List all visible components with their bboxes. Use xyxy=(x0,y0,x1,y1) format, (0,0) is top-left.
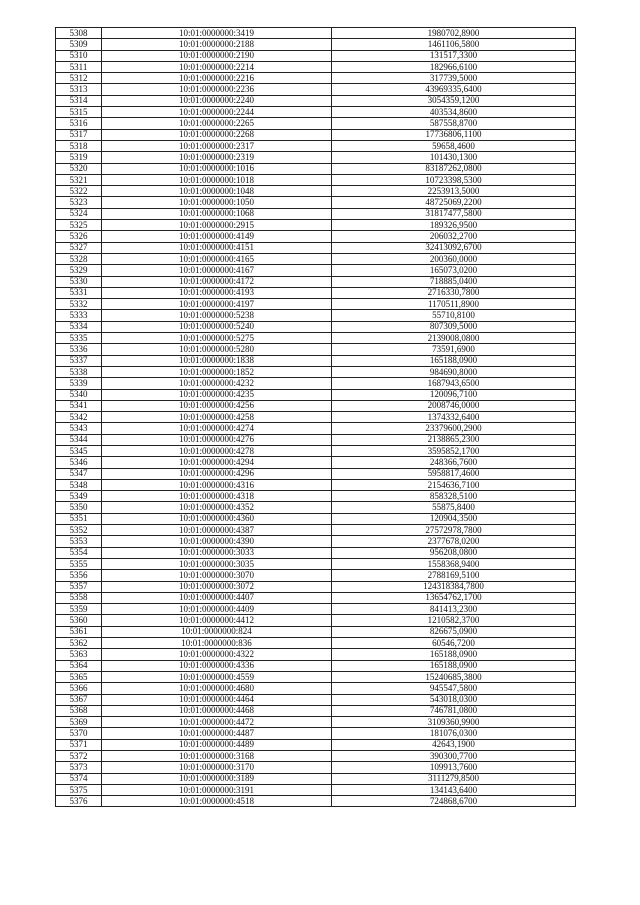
value-cell: 134143,6400 xyxy=(332,784,576,795)
value-cell: 2154636,7100 xyxy=(332,479,576,490)
table-row xyxy=(56,129,576,140)
cadastral-number-cell: 10:01:0000000:4294 xyxy=(102,457,332,468)
row-number-cell: 5369 xyxy=(56,717,102,728)
value-cell: 2138865,2300 xyxy=(332,434,576,445)
row-number-cell: 5308 xyxy=(56,28,102,39)
table-row xyxy=(56,739,576,750)
cadastral-number-cell: 10:01:0000000:2214 xyxy=(102,61,332,72)
cadastral-number-cell: 10:01:0000000:4193 xyxy=(102,287,332,298)
value-cell: 746781,0800 xyxy=(332,705,576,716)
table-row xyxy=(56,321,576,332)
cadastral-number-cell: 10:01:0000000:1068 xyxy=(102,208,332,219)
value-cell: 718885,0400 xyxy=(332,276,576,287)
row-number-cell: 5344 xyxy=(56,434,102,445)
cadastral-number-cell: 10:01:0000000:4316 xyxy=(102,479,332,490)
value-cell: 1210582,3700 xyxy=(332,615,576,626)
table-row xyxy=(56,310,576,321)
table-row xyxy=(56,717,576,728)
table-row xyxy=(56,73,576,84)
row-number-cell: 5351 xyxy=(56,513,102,524)
table-row xyxy=(56,366,576,377)
cadastral-number-cell: 10:01:0000000:4258 xyxy=(102,412,332,423)
table-row xyxy=(56,660,576,671)
cadastral-number-cell: 10:01:0000000:4149 xyxy=(102,231,332,242)
row-number-cell: 5365 xyxy=(56,671,102,682)
value-cell: 724868,6700 xyxy=(332,796,576,807)
table-row xyxy=(56,671,576,682)
row-number-cell: 5327 xyxy=(56,242,102,253)
cadastral-number-cell: 10:01:0000000:2317 xyxy=(102,140,332,151)
value-cell: 165188,0900 xyxy=(332,649,576,660)
table-row xyxy=(56,502,576,513)
cadastral-number-cell: 10:01:0000000:1048 xyxy=(102,186,332,197)
table-row xyxy=(56,163,576,174)
table-row xyxy=(56,491,576,502)
value-cell: 1687943,6500 xyxy=(332,378,576,389)
table-row xyxy=(56,705,576,716)
data-table xyxy=(55,27,576,807)
row-number-cell: 5313 xyxy=(56,84,102,95)
cadastral-number-cell: 10:01:0000000:1838 xyxy=(102,355,332,366)
row-number-cell: 5340 xyxy=(56,389,102,400)
value-cell: 189326,9500 xyxy=(332,220,576,231)
value-cell: 83187262,0800 xyxy=(332,163,576,174)
value-cell: 31817477,5800 xyxy=(332,208,576,219)
row-number-cell: 5334 xyxy=(56,321,102,332)
table-row xyxy=(56,694,576,705)
value-cell: 587558,8700 xyxy=(332,118,576,129)
table-row xyxy=(56,197,576,208)
value-cell: 120096,7100 xyxy=(332,389,576,400)
row-number-cell: 5336 xyxy=(56,344,102,355)
table-row xyxy=(56,751,576,762)
value-cell: 1980702,8900 xyxy=(332,28,576,39)
table-row xyxy=(56,50,576,61)
value-cell: 858328,5100 xyxy=(332,491,576,502)
row-number-cell: 5341 xyxy=(56,400,102,411)
row-number-cell: 5357 xyxy=(56,581,102,592)
table-row xyxy=(56,638,576,649)
table-row xyxy=(56,344,576,355)
row-number-cell: 5320 xyxy=(56,163,102,174)
row-number-cell: 5348 xyxy=(56,479,102,490)
table-row xyxy=(56,434,576,445)
cadastral-number-cell: 10:01:0000000:4407 xyxy=(102,592,332,603)
cadastral-number-cell: 10:01:0000000:3189 xyxy=(102,773,332,784)
cadastral-number-cell: 10:01:0000000:4489 xyxy=(102,739,332,750)
row-number-cell: 5352 xyxy=(56,525,102,536)
cadastral-number-cell: 10:01:0000000:4256 xyxy=(102,400,332,411)
value-cell: 200360,0000 xyxy=(332,253,576,264)
row-number-cell: 5343 xyxy=(56,423,102,434)
value-cell: 181076,0300 xyxy=(332,728,576,739)
table-row xyxy=(56,468,576,479)
table-row xyxy=(56,570,576,581)
cadastral-number-cell: 10:01:0000000:3419 xyxy=(102,28,332,39)
value-cell: 5958817,4600 xyxy=(332,468,576,479)
value-cell: 42643,1900 xyxy=(332,739,576,750)
cadastral-number-cell: 10:01:0000000:3191 xyxy=(102,784,332,795)
row-number-cell: 5315 xyxy=(56,107,102,118)
row-number-cell: 5356 xyxy=(56,570,102,581)
value-cell: 27572978,7800 xyxy=(332,525,576,536)
value-cell: 2377678,0200 xyxy=(332,536,576,547)
row-number-cell: 5311 xyxy=(56,61,102,72)
table-row xyxy=(56,604,576,615)
table-row xyxy=(56,649,576,660)
row-number-cell: 5338 xyxy=(56,366,102,377)
value-cell: 17736806,1100 xyxy=(332,129,576,140)
row-number-cell: 5362 xyxy=(56,638,102,649)
cadastral-number-cell: 10:01:0000000:4165 xyxy=(102,253,332,264)
cadastral-number-cell: 10:01:0000000:4559 xyxy=(102,671,332,682)
value-cell: 59658,4600 xyxy=(332,140,576,151)
value-cell: 248366,7600 xyxy=(332,457,576,468)
cadastral-number-cell: 10:01:0000000:4487 xyxy=(102,728,332,739)
cadastral-number-cell: 10:01:0000000:5280 xyxy=(102,344,332,355)
row-number-cell: 5335 xyxy=(56,333,102,344)
row-number-cell: 5329 xyxy=(56,265,102,276)
table-row xyxy=(56,547,576,558)
cadastral-number-cell: 10:01:0000000:3035 xyxy=(102,558,332,569)
row-number-cell: 5333 xyxy=(56,310,102,321)
row-number-cell: 5371 xyxy=(56,739,102,750)
row-number-cell: 5347 xyxy=(56,468,102,479)
cadastral-number-cell: 10:01:0000000:4232 xyxy=(102,378,332,389)
row-number-cell: 5376 xyxy=(56,796,102,807)
table-row xyxy=(56,796,576,807)
table-row xyxy=(56,28,576,39)
cadastral-number-cell: 10:01:0000000:4518 xyxy=(102,796,332,807)
row-number-cell: 5330 xyxy=(56,276,102,287)
row-number-cell: 5353 xyxy=(56,536,102,547)
row-number-cell: 5316 xyxy=(56,118,102,129)
table-row xyxy=(56,95,576,106)
value-cell: 2716330,7800 xyxy=(332,287,576,298)
cadastral-number-cell: 10:01:0000000:2268 xyxy=(102,129,332,140)
table-row xyxy=(56,118,576,129)
table-row xyxy=(56,208,576,219)
table-row xyxy=(56,186,576,197)
row-number-cell: 5366 xyxy=(56,683,102,694)
value-cell: 3109360,9900 xyxy=(332,717,576,728)
value-cell: 984690,8000 xyxy=(332,366,576,377)
table-row xyxy=(56,84,576,95)
cadastral-number-cell: 10:01:0000000:4472 xyxy=(102,717,332,728)
row-number-cell: 5319 xyxy=(56,152,102,163)
cadastral-number-cell: 10:01:0000000:836 xyxy=(102,638,332,649)
cadastral-number-cell: 10:01:0000000:4197 xyxy=(102,299,332,310)
cadastral-number-cell: 10:01:0000000:1050 xyxy=(102,197,332,208)
table-row xyxy=(56,231,576,242)
cadastral-number-cell: 10:01:0000000:4151 xyxy=(102,242,332,253)
row-number-cell: 5326 xyxy=(56,231,102,242)
row-number-cell: 5355 xyxy=(56,558,102,569)
cadastral-number-cell: 10:01:0000000:2265 xyxy=(102,118,332,129)
cadastral-number-cell: 10:01:0000000:1852 xyxy=(102,366,332,377)
table-row xyxy=(56,333,576,344)
table-row xyxy=(56,683,576,694)
table-row xyxy=(56,400,576,411)
table-row xyxy=(56,355,576,366)
row-number-cell: 5342 xyxy=(56,412,102,423)
row-number-cell: 5323 xyxy=(56,197,102,208)
value-cell: 2008746,0000 xyxy=(332,400,576,411)
value-cell: 15240685,3800 xyxy=(332,671,576,682)
value-cell: 55875,8400 xyxy=(332,502,576,513)
value-cell: 60546,7200 xyxy=(332,638,576,649)
table-row xyxy=(56,773,576,784)
cadastral-number-cell: 10:01:0000000:2240 xyxy=(102,95,332,106)
value-cell: 403534,8600 xyxy=(332,107,576,118)
cadastral-number-cell: 10:01:0000000:4167 xyxy=(102,265,332,276)
table-row xyxy=(56,445,576,456)
row-number-cell: 5359 xyxy=(56,604,102,615)
table-row xyxy=(56,592,576,603)
value-cell: 1461106,5800 xyxy=(332,39,576,50)
row-number-cell: 5354 xyxy=(56,547,102,558)
value-cell: 124318384,7800 xyxy=(332,581,576,592)
row-number-cell: 5339 xyxy=(56,378,102,389)
table-row xyxy=(56,152,576,163)
cadastral-number-cell: 10:01:0000000:4322 xyxy=(102,649,332,660)
cadastral-number-cell: 10:01:0000000:4468 xyxy=(102,705,332,716)
row-number-cell: 5325 xyxy=(56,220,102,231)
row-number-cell: 5312 xyxy=(56,73,102,84)
value-cell: 23379600,2900 xyxy=(332,423,576,434)
row-number-cell: 5324 xyxy=(56,208,102,219)
value-cell: 945547,5800 xyxy=(332,683,576,694)
row-number-cell: 5318 xyxy=(56,140,102,151)
cadastral-number-cell: 10:01:0000000:2216 xyxy=(102,73,332,84)
cadastral-number-cell: 10:01:0000000:3170 xyxy=(102,762,332,773)
row-number-cell: 5361 xyxy=(56,626,102,637)
row-number-cell: 5346 xyxy=(56,457,102,468)
value-cell: 1374332,6400 xyxy=(332,412,576,423)
table-row xyxy=(56,299,576,310)
value-cell: 390300,7700 xyxy=(332,751,576,762)
table-row xyxy=(56,287,576,298)
cadastral-number-cell: 10:01:0000000:2915 xyxy=(102,220,332,231)
cadastral-number-cell: 10:01:0000000:4412 xyxy=(102,615,332,626)
cadastral-number-cell: 10:01:0000000:3168 xyxy=(102,751,332,762)
value-cell: 956208,0800 xyxy=(332,547,576,558)
row-number-cell: 5309 xyxy=(56,39,102,50)
table-row xyxy=(56,728,576,739)
cadastral-number-cell: 10:01:0000000:3033 xyxy=(102,547,332,558)
cadastral-number-cell: 10:01:0000000:4274 xyxy=(102,423,332,434)
value-cell: 165188,0900 xyxy=(332,660,576,671)
row-number-cell: 5350 xyxy=(56,502,102,513)
cadastral-number-cell: 10:01:0000000:4276 xyxy=(102,434,332,445)
row-number-cell: 5370 xyxy=(56,728,102,739)
value-cell: 3054359,1200 xyxy=(332,95,576,106)
value-cell: 13654762,1700 xyxy=(332,592,576,603)
cadastral-number-cell: 10:01:0000000:4680 xyxy=(102,683,332,694)
value-cell: 1170511,8900 xyxy=(332,299,576,310)
cadastral-number-cell: 10:01:0000000:1018 xyxy=(102,174,332,185)
row-number-cell: 5321 xyxy=(56,174,102,185)
table-row xyxy=(56,762,576,773)
cadastral-number-cell: 10:01:0000000:4352 xyxy=(102,502,332,513)
value-cell: 101430,1300 xyxy=(332,152,576,163)
table-row xyxy=(56,558,576,569)
table-row xyxy=(56,423,576,434)
cadastral-number-cell: 10:01:0000000:1016 xyxy=(102,163,332,174)
cadastral-number-cell: 10:01:0000000:4390 xyxy=(102,536,332,547)
value-cell: 10723398,5300 xyxy=(332,174,576,185)
cadastral-number-cell: 10:01:0000000:4464 xyxy=(102,694,332,705)
table-row xyxy=(56,174,576,185)
value-cell: 1558368,9400 xyxy=(332,558,576,569)
value-cell: 109913,7600 xyxy=(332,762,576,773)
value-cell: 807309,5000 xyxy=(332,321,576,332)
value-cell: 182966,6100 xyxy=(332,61,576,72)
cadastral-number-cell: 10:01:0000000:4360 xyxy=(102,513,332,524)
value-cell: 543018,0300 xyxy=(332,694,576,705)
row-number-cell: 5328 xyxy=(56,253,102,264)
cadastral-number-cell: 10:01:0000000:4409 xyxy=(102,604,332,615)
row-number-cell: 5368 xyxy=(56,705,102,716)
cadastral-number-cell: 10:01:0000000:5240 xyxy=(102,321,332,332)
cadastral-number-cell: 10:01:0000000:5275 xyxy=(102,333,332,344)
row-number-cell: 5345 xyxy=(56,445,102,456)
table-row xyxy=(56,581,576,592)
cadastral-number-cell: 10:01:0000000:3070 xyxy=(102,570,332,581)
table-row xyxy=(56,457,576,468)
cadastral-number-cell: 10:01:0000000:4296 xyxy=(102,468,332,479)
row-number-cell: 5364 xyxy=(56,660,102,671)
row-number-cell: 5363 xyxy=(56,649,102,660)
row-number-cell: 5331 xyxy=(56,287,102,298)
table-row xyxy=(56,276,576,287)
table-row xyxy=(56,253,576,264)
table-row xyxy=(56,536,576,547)
value-cell: 206032,2700 xyxy=(332,231,576,242)
cadastral-number-cell: 10:01:0000000:4336 xyxy=(102,660,332,671)
table-body xyxy=(56,28,576,807)
value-cell: 165073,0200 xyxy=(332,265,576,276)
row-number-cell: 5332 xyxy=(56,299,102,310)
row-number-cell: 5310 xyxy=(56,50,102,61)
value-cell: 165188,0900 xyxy=(332,355,576,366)
value-cell: 120904,3500 xyxy=(332,513,576,524)
value-cell: 131517,3300 xyxy=(332,50,576,61)
row-number-cell: 5314 xyxy=(56,95,102,106)
cadastral-number-cell: 10:01:0000000:4235 xyxy=(102,389,332,400)
value-cell: 43969335,6400 xyxy=(332,84,576,95)
value-cell: 2253913,5000 xyxy=(332,186,576,197)
table-row xyxy=(56,39,576,50)
table-row xyxy=(56,140,576,151)
table-row xyxy=(56,626,576,637)
cadastral-number-cell: 10:01:0000000:5238 xyxy=(102,310,332,321)
table-row xyxy=(56,220,576,231)
row-number-cell: 5317 xyxy=(56,129,102,140)
table-row xyxy=(56,61,576,72)
value-cell: 317739,5000 xyxy=(332,73,576,84)
value-cell: 32413092,6700 xyxy=(332,242,576,253)
cadastral-number-cell: 10:01:0000000:2244 xyxy=(102,107,332,118)
value-cell: 2788169,5100 xyxy=(332,570,576,581)
table-row xyxy=(56,615,576,626)
cadastral-number-cell: 10:01:0000000:4172 xyxy=(102,276,332,287)
table-row xyxy=(56,107,576,118)
table-row xyxy=(56,389,576,400)
row-number-cell: 5322 xyxy=(56,186,102,197)
cadastral-number-cell: 10:01:0000000:2319 xyxy=(102,152,332,163)
value-cell: 826675,0900 xyxy=(332,626,576,637)
value-cell: 3595852,1700 xyxy=(332,445,576,456)
table-row xyxy=(56,513,576,524)
row-number-cell: 5367 xyxy=(56,694,102,705)
table-row xyxy=(56,378,576,389)
value-cell: 48725069,2200 xyxy=(332,197,576,208)
value-cell: 73591,6900 xyxy=(332,344,576,355)
row-number-cell: 5372 xyxy=(56,751,102,762)
row-number-cell: 5373 xyxy=(56,762,102,773)
value-cell: 55710,8100 xyxy=(332,310,576,321)
table-row xyxy=(56,412,576,423)
row-number-cell: 5375 xyxy=(56,784,102,795)
cadastral-number-cell: 10:01:0000000:2190 xyxy=(102,50,332,61)
cadastral-number-cell: 10:01:0000000:824 xyxy=(102,626,332,637)
table-row xyxy=(56,479,576,490)
row-number-cell: 5360 xyxy=(56,615,102,626)
cadastral-number-cell: 10:01:0000000:2236 xyxy=(102,84,332,95)
cadastral-number-cell: 10:01:0000000:4318 xyxy=(102,491,332,502)
cadastral-number-cell: 10:01:0000000:4387 xyxy=(102,525,332,536)
table-row xyxy=(56,784,576,795)
row-number-cell: 5374 xyxy=(56,773,102,784)
table-row xyxy=(56,265,576,276)
value-cell: 3111279,8500 xyxy=(332,773,576,784)
table-row xyxy=(56,242,576,253)
value-cell: 2139008,0800 xyxy=(332,333,576,344)
table-row xyxy=(56,525,576,536)
value-cell: 841413,2300 xyxy=(332,604,576,615)
row-number-cell: 5349 xyxy=(56,491,102,502)
cadastral-number-cell: 10:01:0000000:3072 xyxy=(102,581,332,592)
cadastral-number-cell: 10:01:0000000:4278 xyxy=(102,445,332,456)
row-number-cell: 5358 xyxy=(56,592,102,603)
cadastral-number-cell: 10:01:0000000:2188 xyxy=(102,39,332,50)
row-number-cell: 5337 xyxy=(56,355,102,366)
